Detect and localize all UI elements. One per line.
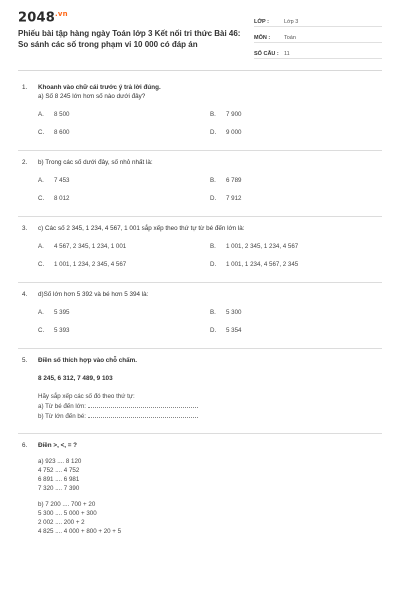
title-line-2: So sánh các số trong phạm vi 10 000 có đáp án bbox=[18, 40, 198, 50]
question-number: 5. bbox=[22, 357, 28, 364]
option-value: 1 001, 1 234, 4 567, 2 345 bbox=[226, 261, 299, 268]
option-key: A. bbox=[38, 111, 44, 118]
compare-item[interactable]: 4 752 .... 4 752 bbox=[38, 467, 80, 474]
option-key: B. bbox=[210, 111, 216, 118]
option-c[interactable] bbox=[38, 128, 210, 137]
title-line-1: Phiếu bài tập hàng ngày Toán lớp 3 Kết nối tri thức Bài 46: bbox=[18, 29, 241, 39]
option-value: 1 001, 2 345, 1 234, 4 567 bbox=[226, 243, 299, 250]
divider bbox=[18, 282, 382, 283]
option-d[interactable] bbox=[210, 326, 382, 335]
answer-line-b[interactable] bbox=[38, 411, 382, 421]
question-number: 6. bbox=[22, 442, 28, 449]
question-number: 2. bbox=[22, 159, 28, 166]
meta-count-label: SỐ CÂU : bbox=[254, 51, 279, 57]
question-title: Điền >, <, = ? bbox=[38, 442, 78, 449]
instruction: Hãy sắp xếp các số đó theo thứ tự: bbox=[38, 393, 135, 400]
question-1 bbox=[18, 83, 382, 146]
question-title: Điền số thích hợp vào chỗ chấm. bbox=[38, 357, 137, 364]
compare-item[interactable]: 4 825 .... 4 000 + 800 + 20 + 5 bbox=[38, 528, 122, 535]
question-number: 3. bbox=[22, 225, 28, 232]
option-key: B. bbox=[210, 177, 216, 184]
compare-item[interactable]: 6 891 .... 6 981 bbox=[38, 476, 80, 483]
option-value: 7 900 bbox=[226, 111, 242, 118]
compare-item[interactable]: a) 923 .... 8 120 bbox=[38, 458, 82, 465]
compare-item[interactable]: 7 320 .... 7 390 bbox=[38, 485, 80, 492]
option-value: 4 567, 2 345, 1 234, 1 001 bbox=[54, 243, 127, 250]
meta-class-value: Lớp 3 bbox=[284, 19, 299, 25]
question-2 bbox=[18, 158, 382, 212]
part-b bbox=[38, 500, 382, 536]
option-value: 5 395 bbox=[54, 309, 70, 316]
worksheet-title bbox=[18, 28, 248, 50]
meta-subject-label: MÔN : bbox=[254, 35, 271, 41]
part-a bbox=[38, 457, 382, 493]
header-left bbox=[18, 10, 248, 62]
logo[interactable] bbox=[18, 10, 248, 25]
options bbox=[38, 242, 382, 278]
option-key: C. bbox=[38, 195, 45, 202]
question-text: b) Trong các số dưới đây, số nhỏ nhất là: bbox=[38, 159, 153, 166]
answer-label: b) Từ lớn đến bé: bbox=[38, 413, 86, 420]
divider bbox=[18, 348, 382, 349]
answer-blank[interactable] bbox=[88, 411, 198, 418]
option-value: 1 001, 1 234, 2 345, 4 567 bbox=[54, 261, 127, 268]
divider bbox=[18, 150, 382, 151]
number-set: 8 245, 6 312, 7 489, 9 103 bbox=[38, 375, 113, 382]
question-6 bbox=[18, 441, 382, 536]
option-d[interactable] bbox=[210, 128, 382, 137]
option-value: 5 300 bbox=[226, 309, 242, 316]
answer-label: a) Từ bé đến lớn: bbox=[38, 403, 86, 410]
option-key: C. bbox=[38, 261, 45, 268]
option-key: D. bbox=[210, 195, 217, 202]
option-b[interactable] bbox=[210, 242, 382, 251]
option-key: A. bbox=[38, 243, 44, 250]
compare-item[interactable]: 2 002 .... 200 + 2 bbox=[38, 519, 85, 526]
meta-subject bbox=[254, 30, 382, 43]
option-key: D. bbox=[210, 129, 217, 136]
question-number: 1. bbox=[22, 84, 28, 91]
option-key: A. bbox=[38, 177, 44, 184]
option-value: 5 393 bbox=[54, 327, 70, 334]
option-d[interactable] bbox=[210, 194, 382, 203]
option-key: D. bbox=[210, 327, 217, 334]
option-value: 8 012 bbox=[54, 195, 70, 202]
option-a[interactable] bbox=[38, 110, 210, 119]
option-value: 6 789 bbox=[226, 177, 242, 184]
answer-line-a[interactable] bbox=[38, 401, 382, 411]
logo-main: 2048 bbox=[18, 10, 55, 26]
option-b[interactable] bbox=[210, 110, 382, 119]
option-b[interactable] bbox=[210, 176, 382, 185]
question-title: Khoanh vào chữ cái trước ý trả lời đúng. bbox=[38, 84, 161, 91]
options bbox=[38, 176, 382, 212]
options bbox=[38, 110, 382, 146]
option-value: 8 600 bbox=[54, 129, 70, 136]
option-value: 7 912 bbox=[226, 195, 242, 202]
meta-info bbox=[254, 14, 382, 62]
meta-class-label: LỚP : bbox=[254, 19, 269, 25]
answer-blank[interactable] bbox=[88, 401, 198, 408]
option-key: B. bbox=[210, 243, 216, 250]
option-c[interactable] bbox=[38, 326, 210, 335]
options bbox=[38, 308, 382, 344]
option-key: A. bbox=[38, 309, 44, 316]
option-a[interactable] bbox=[38, 242, 210, 251]
option-a[interactable] bbox=[38, 308, 210, 317]
option-value: 5 354 bbox=[226, 327, 242, 334]
option-c[interactable] bbox=[38, 260, 210, 269]
compare-item[interactable]: b) 7 200 .... 700 + 20 bbox=[38, 501, 96, 508]
option-value: 7 453 bbox=[54, 177, 70, 184]
option-c[interactable] bbox=[38, 194, 210, 203]
question-5 bbox=[18, 356, 382, 421]
meta-class bbox=[254, 14, 382, 27]
worksheet-header bbox=[18, 10, 382, 71]
question-number: 4. bbox=[22, 291, 28, 298]
option-d[interactable] bbox=[210, 260, 382, 269]
divider bbox=[18, 216, 382, 217]
option-key: D. bbox=[210, 261, 217, 268]
option-value: 8 500 bbox=[54, 111, 70, 118]
question-3 bbox=[18, 224, 382, 278]
logo-sub: .vn bbox=[54, 10, 68, 18]
compare-item[interactable]: 5 300 .... 5 000 + 300 bbox=[38, 510, 97, 517]
option-key: C. bbox=[38, 129, 45, 136]
option-key: C. bbox=[38, 327, 45, 334]
option-value: 9 000 bbox=[226, 129, 242, 136]
divider bbox=[18, 433, 382, 434]
question-text: c) Các số 2 345, 1 234, 4 567, 1 001 sắp xếp theo thứ tự từ bé đến lớn là: bbox=[38, 225, 245, 232]
meta-count-value: 11 bbox=[284, 51, 290, 57]
option-b[interactable] bbox=[210, 308, 382, 317]
option-a[interactable] bbox=[38, 176, 210, 185]
question-text: a) Số 8 245 lớn hơn số nào dưới đây? bbox=[38, 93, 146, 100]
meta-subject-value: Toán bbox=[284, 35, 296, 41]
question-text: d)Số lớn hơn 5 392 và bé hơn 5 394 là: bbox=[38, 291, 149, 298]
question-4 bbox=[18, 290, 382, 344]
meta-count bbox=[254, 46, 382, 59]
option-key: B. bbox=[210, 309, 216, 316]
